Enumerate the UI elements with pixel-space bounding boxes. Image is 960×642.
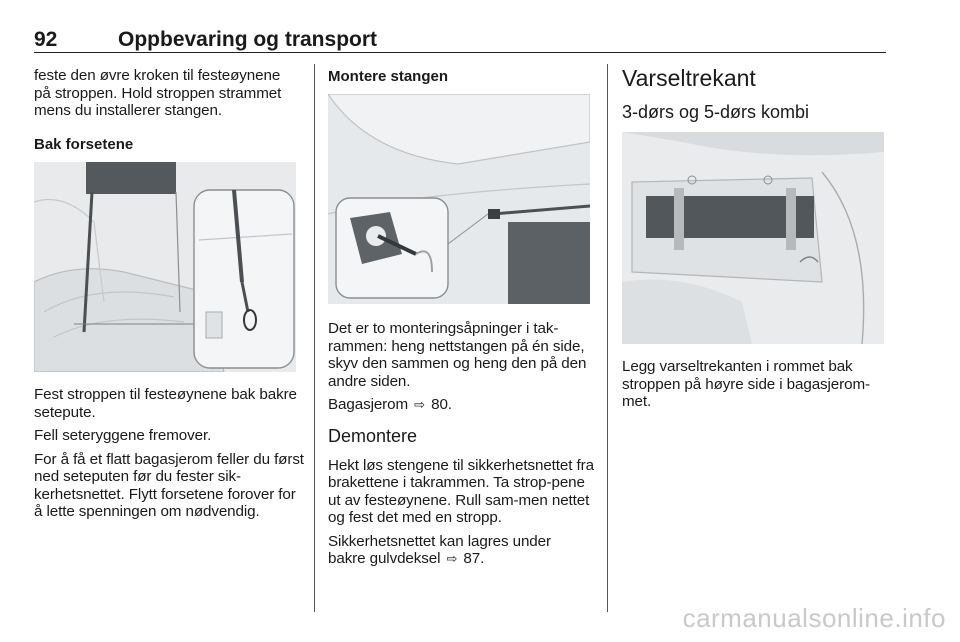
paragraph-sikkerhetsnettet-text: Sikkerhetsnettet kan lagres under bakre gulvdeksel — [328, 532, 551, 567]
figure-mounting-bar — [328, 94, 590, 304]
header-rule — [34, 52, 886, 53]
intro-paragraph: feste den øvre kroken til festeøynene på stroppen. Hold stroppen strammet mens du installerer stangen. — [34, 67, 282, 119]
section-heading-varseltrekant: Varseltrekant — [622, 65, 756, 91]
paragraph-hekt-los: Hekt løs stengene til sikkerhetsnettet fra brakettene i takrammen. Ta strop-pene ut av festeøynene. Rull sam-men nettet og fest det med en stropp. — [328, 456, 594, 526]
page-number: 92 — [34, 28, 58, 51]
column-3-lower — [622, 358, 888, 411]
watermark: carmanualsonline.info — [682, 603, 946, 633]
reference-bagasjerom-label: Bagasjerom — [328, 396, 409, 413]
paragraph-legg-varseltrekanten: Legg varseltrekanten i rommet bak stroppen på høyre side i bagasjerom-met. — [622, 358, 870, 410]
page-title: Oppbevaring og transport — [118, 28, 378, 51]
section-heading-demontere: Demontere — [328, 425, 418, 446]
subheading-3-dors-5-dors-kombi: 3-dørs og 5-dørs kombi — [622, 102, 810, 122]
reference-gulvdeksel-page: 87. — [463, 550, 485, 567]
paragraph-flatt-bagasjerom: For å få et flatt bagasjerom feller du først ned seteputen før du fester sik-kerhetsnettet. Flytt forsetene forover for å lette spenningen om nødvendig. — [34, 450, 304, 520]
reference-bagasjerom — [328, 396, 594, 414]
page-reference-arrow-icon: ⇨ — [414, 397, 425, 412]
figure-warning-triangle-storage — [622, 132, 884, 344]
column-2 — [328, 64, 594, 85]
column-1 — [34, 64, 300, 153]
paragraph-sikkerhetsnettet — [328, 533, 590, 568]
figure-rear-seat-strap — [34, 162, 296, 372]
reference-bagasjerom-page: 80. — [431, 396, 452, 413]
column-1-lower — [34, 386, 304, 521]
section-heading-montere-stangen: Montere stangen — [328, 68, 449, 85]
page-header — [34, 28, 886, 52]
column-divider-2 — [607, 64, 608, 612]
page-reference-arrow-icon: ⇨ — [446, 551, 458, 566]
column-2-lower — [328, 320, 594, 568]
paragraph-monteringsapninger: Det er to monteringsåpninger i tak-rammen: heng nettstangen på én side, skyv den sammen og heng den på den andre siden. — [328, 320, 587, 390]
paragraph-fell-seteryggene: Fell seteryggene fremover. — [34, 427, 212, 444]
paragraph-fest-stroppen: Fest stroppen til festeøynene bak bakre setepute. — [34, 386, 297, 421]
column-3 — [622, 64, 888, 123]
section-heading-bak-forsetene: Bak forsetene — [34, 135, 134, 153]
column-divider-1 — [314, 64, 315, 612]
